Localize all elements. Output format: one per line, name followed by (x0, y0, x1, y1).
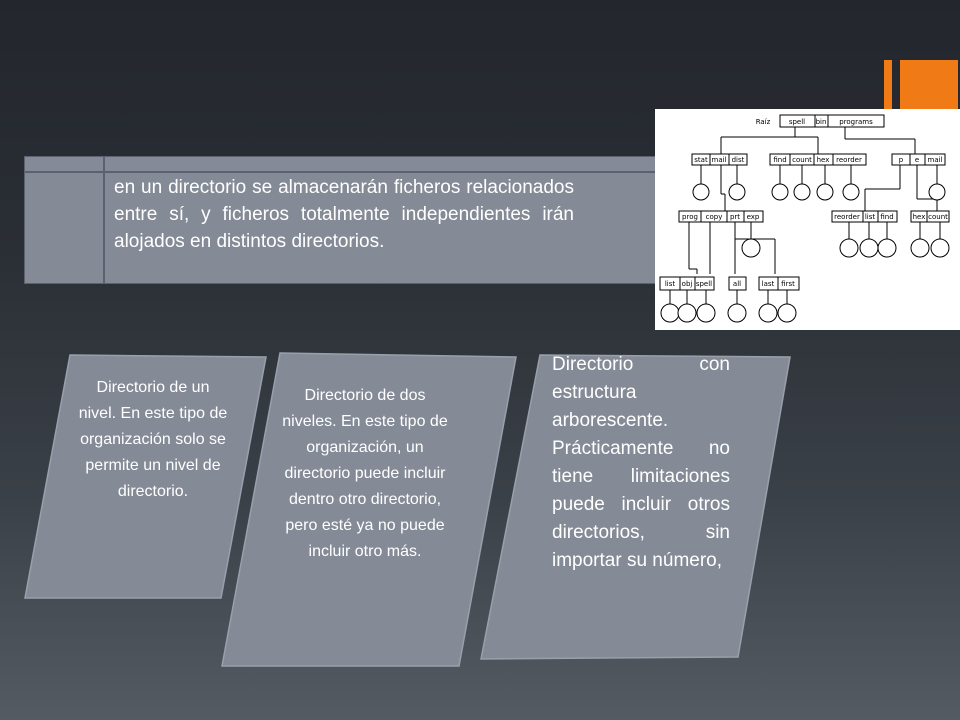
tree-node: spell (788, 118, 806, 126)
tree-node: reorder (836, 156, 862, 164)
tree-node: spell (695, 280, 713, 288)
tree-node: prt (729, 213, 741, 221)
tree-node: dist (731, 156, 745, 164)
box-two-levels-text: Directorio de dos niveles. En este tipo de organización, un directorio puede incluir dentro otro directorio, pero esté ya no puede incluir otro más. (282, 387, 448, 560)
tree-node: count (792, 156, 812, 164)
box-one-level-text: Directorio de un nivel. En este tipo de organización solo se permite un nivel de directorio. (78, 379, 228, 500)
tree-node: e (914, 156, 920, 164)
tree-node: list (664, 280, 676, 288)
tree-node: reorder (834, 213, 860, 221)
tree-node: find (880, 213, 894, 221)
tree-node: obj (681, 280, 693, 288)
tree-node: mail (711, 156, 727, 164)
tree-node: copy (705, 213, 723, 221)
tree-node: p (898, 156, 904, 164)
tree-node: programs (839, 118, 873, 126)
tree-node: bin (815, 118, 827, 126)
tree-node: prog (682, 213, 698, 221)
tree-node: mail (927, 156, 943, 164)
tree-node: find (773, 156, 787, 164)
tree-node: last (761, 280, 775, 288)
tree-node: hex (912, 213, 926, 221)
tree-node: first (781, 280, 795, 288)
tree-node: stat (694, 156, 708, 164)
tree-node: count (928, 213, 948, 221)
table-body-text: en un directorio se almacenarán ficheros relacionados entre sí, y ficheros totalmente independientes irán alojados en distintos directorios. (114, 177, 574, 252)
box-tree-structure-text: Directorio con estructura arborescente. Prácticamente no tiene limitaciones puede incluir otros directorios, sin importar su número, (552, 354, 730, 571)
tree-node: all (732, 280, 742, 288)
tree-node: exp (746, 213, 760, 221)
tree-node: hex (816, 156, 830, 164)
tree-root-label: Raíz (755, 118, 771, 126)
tree-node: list (864, 213, 876, 221)
